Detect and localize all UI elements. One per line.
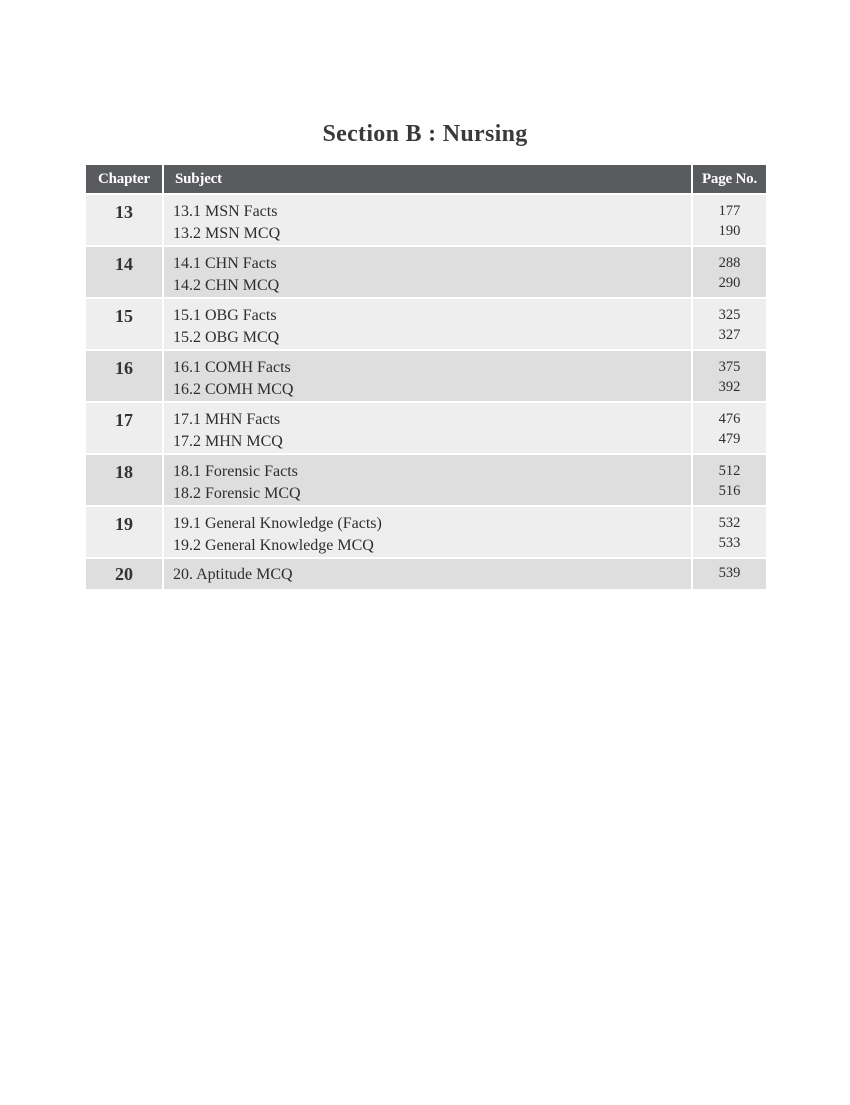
chapter-number: 15 [86, 299, 162, 349]
subject-link[interactable]: 13.2 MSN MCQ [173, 224, 281, 242]
subject-cell [164, 559, 691, 589]
chapter-number: 20 [86, 559, 162, 589]
table-row [86, 403, 766, 453]
header-subject: Subject [164, 165, 691, 193]
header-page-no: Page No. [693, 165, 766, 193]
subject-link[interactable]: 16.2 COMH MCQ [173, 380, 294, 398]
table-header-row [86, 165, 766, 193]
chapter-number: 19 [86, 507, 162, 557]
table-row [86, 247, 766, 297]
subject-cell [164, 299, 691, 349]
page-number: 290 [718, 274, 741, 291]
page-title: Section B : Nursing [322, 121, 528, 147]
page-number: 327 [718, 326, 741, 343]
page-number: 392 [718, 378, 741, 395]
page-number-cell [693, 559, 766, 589]
chapter-number: 14 [86, 247, 162, 297]
page-number-cell [693, 351, 766, 401]
page-number: 288 [718, 255, 741, 271]
page-number: 516 [718, 482, 741, 499]
subject-link[interactable]: 19.2 General Knowledge MCQ [173, 536, 374, 554]
page-number-cell [693, 195, 766, 245]
subject-link[interactable]: 17.2 MHN MCQ [173, 432, 283, 450]
subject-link[interactable]: 17.1 MHN Facts [173, 411, 281, 428]
subject-link[interactable]: 20. Aptitude MCQ [173, 566, 293, 583]
page-number: 479 [718, 430, 741, 447]
subject-link[interactable]: 18.1 Forensic Facts [173, 463, 298, 480]
subject-cell [164, 195, 691, 245]
table-body [86, 195, 766, 589]
subject-link[interactable]: 13.1 MSN Facts [173, 203, 278, 220]
subject-link[interactable]: 14.1 CHN Facts [173, 255, 277, 272]
table-row [86, 455, 766, 505]
page-number: 325 [718, 307, 741, 323]
subject-cell [164, 247, 691, 297]
subject-link[interactable]: 18.2 Forensic MCQ [173, 484, 301, 502]
subject-link[interactable]: 15.1 OBG Facts [173, 307, 277, 324]
chapter-number: 13 [86, 195, 162, 245]
page-number: 476 [718, 411, 741, 427]
chapter-number: 16 [86, 351, 162, 401]
table-row [86, 507, 766, 557]
page-number-cell [693, 403, 766, 453]
page-number-cell [693, 455, 766, 505]
page-number: 512 [718, 463, 741, 479]
page-number-cell [693, 247, 766, 297]
table-row [86, 351, 766, 401]
page-number-cell [693, 299, 766, 349]
subject-link[interactable]: 19.1 General Knowledge (Facts) [173, 515, 382, 532]
chapter-number: 17 [86, 403, 162, 453]
subject-cell [164, 507, 691, 557]
subject-cell [164, 455, 691, 505]
page-number-cell [693, 507, 766, 557]
subject-cell [164, 403, 691, 453]
page-number: 532 [718, 515, 741, 531]
subject-link[interactable]: 14.2 CHN MCQ [173, 276, 280, 294]
subject-link[interactable]: 15.2 OBG MCQ [173, 328, 280, 346]
table-row [86, 299, 766, 349]
table-row [86, 195, 766, 245]
table-row [86, 559, 766, 589]
page-number: 539 [718, 565, 741, 581]
page-number: 375 [718, 359, 741, 375]
subject-link[interactable]: 16.1 COMH Facts [173, 359, 291, 376]
chapter-number: 18 [86, 455, 162, 505]
page-number: 190 [718, 222, 741, 239]
table-of-contents [86, 165, 766, 591]
header-chapter: Chapter [86, 165, 162, 193]
subject-cell [164, 351, 691, 401]
page-number: 177 [718, 203, 741, 219]
page-number: 533 [718, 534, 741, 551]
